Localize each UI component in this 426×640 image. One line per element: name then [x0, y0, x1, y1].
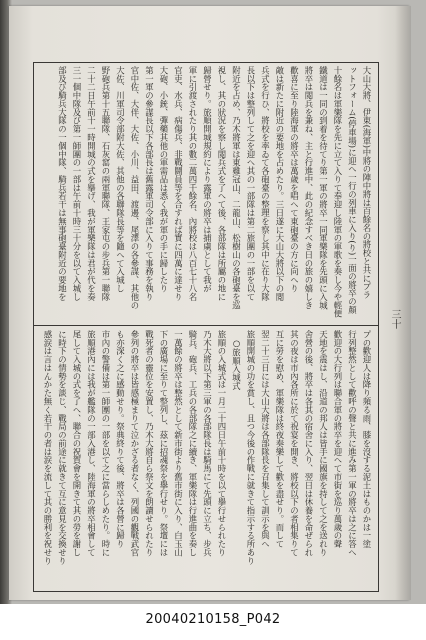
- text-column: も亦深く之に感動せり。祭典終りて後、將卒は各營に歸り: [115, 330, 126, 549]
- text-column: 視し、其の狀況を察し閲兵式を了へて後、各部隊は所屬の地に: [217, 66, 227, 301]
- text-column: 參列の將卒は皆感極まりて泣かざる者なく、列國の觀戰武官: [130, 330, 140, 557]
- text-column: 十餘名は軍樂隊を先に立て入りて奉迎し陸軍の軍歌を奏し今や輕便: [333, 66, 343, 318]
- text-column: 部及び騎兵大隊の一個中隊、騎兵若干は無事砲臺附近の要地を: [57, 66, 68, 301]
- upper-text-block: [38, 66, 374, 321]
- text-column: 旅順開城の功を賞し、且つ今後の作戰に就きて指示する所あり: [246, 330, 256, 565]
- text-column: 軍に引渡されたり其の數二萬四千餘名、內將校は八百七十八名: [188, 66, 198, 301]
- text-column: 兵式を行ひ、將校を率ゐて各砲臺の整理を察し其中に在り大隊: [260, 66, 271, 301]
- text-column: 其の夜は市內各所に於て祝宴を開き、將校以下の者相集りて: [289, 330, 300, 557]
- text-column: 第一軍の參謀長以下各部長は舊露軍司令部に入りて事務を執り: [144, 66, 155, 301]
- text-column: 歸營せり。旅順開城規約により露軍の將卒は捕虜として我が: [202, 66, 213, 293]
- text-column: 舍營の後、將卒は各其の宿舍に入り、翌日は休養を命ぜられ: [304, 330, 314, 557]
- text-column: 鐵道は一同の到着を待てり第一軍の將卒一同軍樂隊を先頭に入城: [318, 66, 329, 310]
- text-column: 官吏、水兵、病傷兵、非戰鬪員等を合すれば實に四萬に達せり: [173, 66, 184, 301]
- text-column: 市內の警備は第一師團の一部を以て之に當らしめたり。時に: [101, 330, 111, 557]
- text-column: に時下の情勢を談じ、戰局の前途に就きて互に意見を交換せり: [57, 330, 68, 565]
- text-column: 長以下は整列して之を迎へ其の一部隊は第二旅團の一部を以て: [246, 66, 256, 301]
- text-column: 歡喜に至り陸海軍の將卒は萬歲を唱へて東砲臺の方に向へり: [289, 66, 300, 293]
- block-separator-line: [33, 325, 379, 326]
- text-column: 乃木大將以下第三軍の各部隊長は騎馬にて先頭に立ち、步兵: [202, 330, 213, 557]
- text-column: 歡迎の大行列は聯合軍の將卒を迎へて市街を巡り萬歲の聲: [333, 330, 343, 549]
- text-column: プの歡迎人は降り頻る雨、膝を沒する泥土はものかは一塗: [362, 330, 372, 549]
- text-column: 大山大將、伊東(海軍)中將の陣中將は百餘名の將校と共にプラ: [362, 66, 372, 300]
- text-column: 敵は新たに附近の要地を占めたり。三日遂に大山大將以下の閲: [275, 66, 285, 301]
- text-column: 附近を占め、乃木將軍は東雞冠山、二龍山、松樹山の各砲臺を巡: [231, 66, 242, 310]
- text-column: 二十二日午前十一時開城の式を擧げ、我が軍樂隊は君が代を奏: [86, 66, 97, 301]
- text-column: 旅順の入城式は一月二十四日午前十時を以て擧行せられたり: [217, 330, 227, 557]
- text-column: 感涙は言はんかた無く若干の者は涙を流して其の勝利を祝せり: [43, 330, 53, 565]
- text-column: 官中佐、大伴、大佐、小川、益田、渡邊、尾澤の各參謀、其他の: [130, 66, 140, 310]
- text-column: 三一個中隊及び第一師團の一部は午前十時三十分を以て入城し: [72, 66, 82, 301]
- page-edge-fold: [395, 6, 411, 600]
- text-column: 尾して入城の式を了へ、聯合の祝賀會を開きて其の勞を謝し: [72, 330, 82, 557]
- text-column: 天地を震はし、沿道の邦人は皆手に國旗を持して之を送れり: [318, 330, 329, 557]
- text-column: 大佐、川軍司令部附大佐、其他の各聯隊長等を隨へて入城し: [115, 66, 126, 293]
- text-column: 互に勞を慰め、軍樂隊は終夜奏樂して歡を盡せり。而して: [275, 330, 285, 549]
- image-caption: 20040210158_P042: [145, 612, 281, 627]
- text-column: ○旅順入城式: [231, 338, 242, 390]
- text-column: ットフォーム(停車場)に迎へ一行の列車に入り(り)一面の將卒の顏: [347, 66, 358, 314]
- lower-text-block: [38, 330, 374, 588]
- text-column: 行列整然として歡呼の聲と共に進み第一軍の將卒は之に答へ: [347, 330, 358, 557]
- text-column: 翌二十三日には大山大將は各部隊長を召集して訓示を與へ: [260, 330, 271, 549]
- text-column: 將卒は閲兵を兼ね、主と行進中、此の紀念すべき日の旅の嬉しき: [304, 66, 314, 310]
- text-column: 騎兵、砲兵、工兵の各部隊之に續き、軍樂隊は行進曲を奏し: [188, 330, 198, 557]
- page-number: 三十: [389, 309, 400, 329]
- text-column: 旅順港內には我が艦隊の一部入港し、陸海軍の將卒相會して: [86, 330, 97, 557]
- text-column: 大砲、小銃、彈藥其他の軍需品は悉く我が軍の手に歸したり: [159, 66, 169, 293]
- text-column: 戰死者の靈位を安置し、乃木大將自ら祭文を朗讀せられたり: [144, 330, 155, 557]
- text-column: 下の廣場に至りて整列し、茲に招魂祭を擧行せり。祭壇には: [159, 330, 169, 557]
- text-column: 野砲兵第十五聯隊、石灰窰の兩軍聯隊、王家屯の步兵第一聯隊: [101, 66, 111, 301]
- text-column: 一萬餘の將卒は整然として新市街より舊市街に入り、白玉山: [173, 330, 184, 557]
